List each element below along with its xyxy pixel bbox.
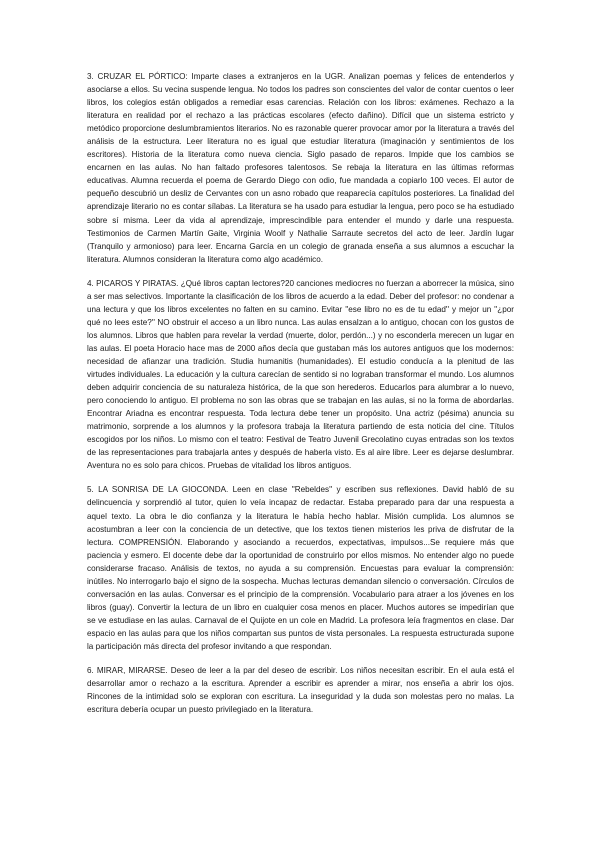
paragraph-section-4: 4. PICAROS Y PIRATAS. ¿Qué libros captan lectores?20 canciones mediocres no fuerzan a aborrecer la música, sino a ser mas selectivos. Importante la clasificación de los libros de acuerdo a la edad. Deber del profesor: no condenar a una lectura y que los libros excelentes no falten en su camino. Evitar ''ese libro no es de tu edad'' y mejor un ''¿por qué no lees este?'' NO obstruir el acceso a un libro nunca. Las aulas ensalzan a lo antiguo, chocan con los gustos de los alumnos. Libros que hablen para revelar la verdad (muerte, dolor, perdón...) y no esconderla merecen un lugar en las aulas. El poeta Horacio hace mas de 2000 años decía que gustaban más los autores antiguos que los modernos: necesidad de afianzar una tradición. Studia humanitis (humanidades). El estudio conducía a la plenitud de las virtudes individuales. La educación y la cultura carecían de sentido si no lograban transformar el mundo. Los alumnos deben adquirir conciencia de su naturaleza histórica, de la que son herederos. Educarlos para alumbrar a lo nuevo, pero conociendo lo antiguo. El problema no son las obras que se trabajan en las aulas, si no la forma de abordarlas. Encontrar Ariadna es encontrar respuesta. Toda lectura debe tener un propósito. Una actriz (pésima) anuncia su matrimonio, sorprende a los alumnos y la profesora trabaja la literatura partiendo de esta noticia del cine. Títulos escogidos por los niños. Lo mismo con el teatro: Festival de Teatro Juvenil Grecolatino cuyas entradas son los textos de las representaciones para trabajarla antes y después de haberla visto. Es al aire libre. Leer es dejarse deslumbrar. Aventura no es solo para chicos. Pruebas de vitalidad los libros antiguos. bbox=[87, 278, 514, 471]
paragraph-section-6: 6. MIRAR, MIRARSE. Deseo de leer a la par del deseo de escribir. Los niños necesitan escribir. En el aula está el desarrollar amor o rechazo a la escritura. Aprender a escribir es aprender a mirar, nos enseña a abrir los ojos. Rincones de la intimidad solo se exploran con escritura. La inseguridad y la duda son molestas pero no malas. La escritura debería ocupar un puesto privilegiado en la literatura. bbox=[87, 666, 514, 715]
document-page bbox=[87, 70, 514, 716]
paragraph-section-5: 5. LA SONRISA DE LA GIOCONDA. Leen en clase ''Rebeldes'' y escriben sus reflexiones. David habló de su delincuencia y sorprendió al tutor, quien lo veía incapaz de redactar. Estaba preparado para dar una respuesta a aquel texto. La obra le dio confianza y la literatura le había hecho hablar. Misión cumplida. Los alumnos se acostumbran a leer con la conciencia de un detective, que los textos tienen misterios les priva de disfrutar de la lectura. COMPRENSIÓN. Elaborando y asociando a recuerdos, expectativas, impulsos...Se requiere más que paciencia y esmero. El docente debe dar la oportunidad de construirlo por ellos mismos. No entender algo no puede considerarse fracaso. Análisis de textos, no ayuda a su comprensión. Encuestas para evaluar la comprensión: inútiles. No interrogarlo bajo el signo de la sospecha. Muchas lecturas demandan silencio o conversación. Círculos de conversación en las aulas. Conversar es el principio de la comprensión. Vocabulario para atraer a los jóvenes en los libros (guay). Convertir la lectura de un libro en cualquier cosa menos en placer. Muchos autores se impedirían que se ve estudiase en las aulas. Carnaval de el Quijote en un cole en Madrid. La profesora leía fragmentos en clase. Dar espacio en las aulas para que los niños compartan sus puntos de vista personales. La respuesta estructurada supone la participación más directa del profesor invitando a que respondan. bbox=[87, 485, 514, 651]
paragraph-section-3: 3. CRUZAR EL PÓRTICO: Imparte clases a extranjeros en la UGR. Analizan poemas y felices de entenderlos y asociarse a ellos. Su vecina suspende lengua. No todos los padres son conscientes del valor de contar cuentos o leer libros, los colegios están obligados a remediar esas carencias. Relación con los libros: exámenes. Rechazo a la literatura en realidad por el rechazo a las prácticas escolares (efecto dañino). Difícil que un sistema estricto y metódico proporcione deslumbramientos literarios. No es razonable querer provocar amor por la literatura a través del análisis de la estructura. Leer literatura no es igual que estudiar literatura (imaginación y sentimientos de los escritores). Historia de la literatura como nueva ciencia. Siglo pasado de reparos. Impide que los cambios se encarnen en las aulas. No han faltado profesores talentosos. Se rebaja la literatura en las últimas reformas educativas. Alumna recuerda el poema de Gerardo Diego con odio, fue mandada a copiarlo 100 veces. El autor de pequeño descubrió un desliz de Cervantes con un asno robado que reaparecía capítulos posteriores. La finalidad del aprendizaje literario no es contar sílabas. La literatura se ha usado para estudiar la lengua, pero poco se ha estudiado sobre sí misma. Leer da vida al aprendizaje, imprescindible para entender el mundo y darle una respuesta. Testimonios de Carmen Martín Gaite, Virginia Woolf y Nathalie Sarraute secretos del acto de leer. Jardín lugar (Tranquilo y armonioso) para leer. Encarna García en un colegio de granada enseña a sus alumnos a escuchar la literatura. Alumnos consideran la literatura como algo académico. bbox=[87, 72, 514, 264]
